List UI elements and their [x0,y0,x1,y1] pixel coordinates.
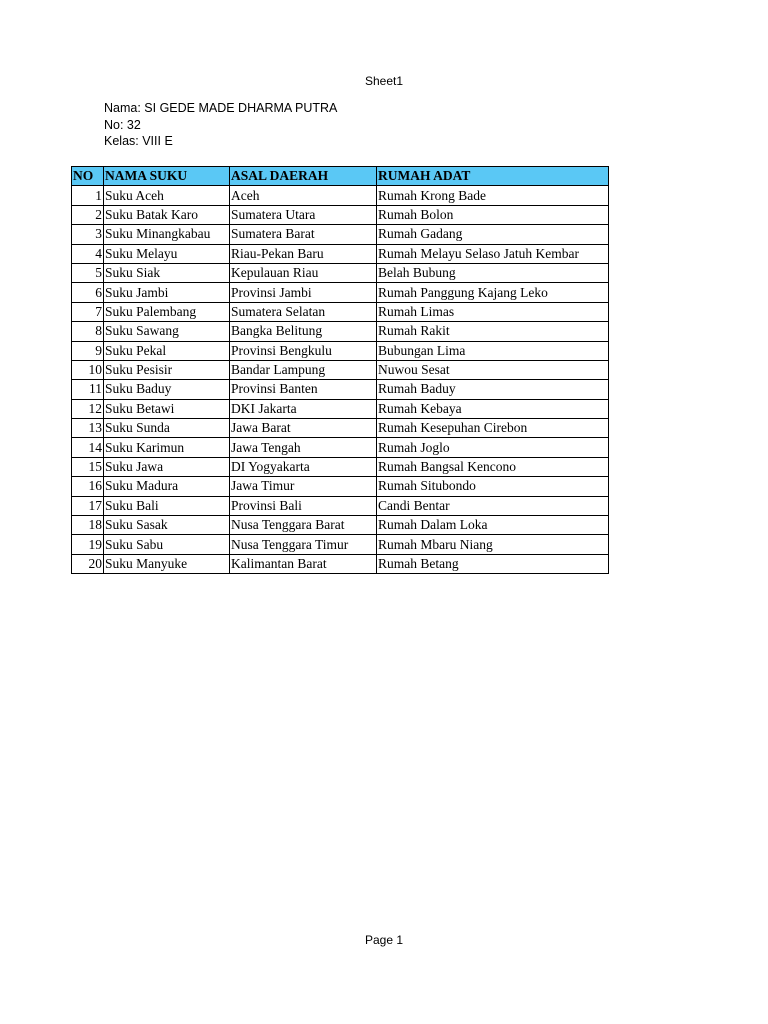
table-row [72,516,609,535]
student-class: Kelas: VIII E [104,134,173,148]
table-row [72,399,609,418]
cell-no: 6 [72,283,104,302]
cell-no: 20 [72,554,104,573]
cell-nama-suku: Suku Batak Karo [104,205,230,224]
cell-asal-daerah: Bangka Belitung [230,322,377,341]
cell-no: 1 [72,186,104,205]
cell-asal-daerah: Jawa Tengah [230,438,377,457]
table-row [72,244,609,263]
cell-asal-daerah: Bandar Lampung [230,360,377,379]
cell-no: 12 [72,399,104,418]
table-row [72,341,609,360]
cell-nama-suku: Suku Melayu [104,244,230,263]
cell-nama-suku: Suku Sabu [104,535,230,554]
cell-nama-suku: Suku Betawi [104,399,230,418]
cell-nama-suku: Suku Manyuke [104,554,230,573]
cell-rumah-adat: Rumah Rakit [377,322,609,341]
cell-nama-suku: Suku Palembang [104,302,230,321]
cell-asal-daerah: Nusa Tenggara Timur [230,535,377,554]
cell-nama-suku: Suku Bali [104,496,230,515]
table-row [72,496,609,515]
cell-rumah-adat: Rumah Bolon [377,205,609,224]
student-number: No: 32 [104,117,141,132]
student-info [104,100,337,150]
table-row [72,419,609,438]
cell-no: 5 [72,263,104,282]
cell-no: 3 [72,225,104,244]
cell-asal-daerah: Jawa Barat [230,419,377,438]
cell-rumah-adat: Belah Bubung [377,263,609,282]
header-rumah-adat: RUMAH ADAT [377,167,609,186]
cell-nama-suku: Suku Pesisir [104,360,230,379]
cell-rumah-adat: Rumah Limas [377,302,609,321]
cell-no: 4 [72,244,104,263]
cell-no: 9 [72,341,104,360]
cell-nama-suku: Suku Sasak [104,516,230,535]
cell-no: 13 [72,419,104,438]
table-row [72,380,609,399]
table-row [72,360,609,379]
header-asal-daerah: ASAL DAERAH [230,167,377,186]
cell-no: 11 [72,380,104,399]
cell-asal-daerah: Kepulauan Riau [230,263,377,282]
table-body [72,186,609,574]
cell-no: 14 [72,438,104,457]
cell-asal-daerah: Jawa Timur [230,477,377,496]
table-row [72,205,609,224]
cell-rumah-adat: Bubungan Lima [377,341,609,360]
cell-rumah-adat: Rumah Gadang [377,225,609,244]
cell-nama-suku: Suku Siak [104,263,230,282]
cell-rumah-adat: Rumah Bangsal Kencono [377,457,609,476]
cell-no: 16 [72,477,104,496]
cell-asal-daerah: Sumatera Selatan [230,302,377,321]
table-header-row [72,167,609,186]
cell-rumah-adat: Rumah Kebaya [377,399,609,418]
cell-asal-daerah: DI Yogyakarta [230,457,377,476]
cell-no: 7 [72,302,104,321]
cell-nama-suku: Suku Minangkabau [104,225,230,244]
student-name: Nama: SI GEDE MADE DHARMA PUTRA [104,101,338,115]
cell-rumah-adat: Nuwou Sesat [377,360,609,379]
cell-no: 10 [72,360,104,379]
cell-rumah-adat: Rumah Situbondo [377,477,609,496]
cell-asal-daerah: Provinsi Bali [230,496,377,515]
cell-nama-suku: Suku Jawa [104,457,230,476]
sheet-title: Sheet1 [364,74,404,88]
table-row [72,322,609,341]
cell-nama-suku: Suku Jambi [104,283,230,302]
table-row [72,225,609,244]
cell-nama-suku: Suku Sawang [104,322,230,341]
table-row [72,535,609,554]
cell-nama-suku: Suku Sunda [104,419,230,438]
cell-rumah-adat: Candi Bentar [377,496,609,515]
table-row [72,302,609,321]
cell-no: 17 [72,496,104,515]
cell-rumah-adat: Rumah Dalam Loka [377,516,609,535]
cell-asal-daerah: Nusa Tenggara Barat [230,516,377,535]
cell-nama-suku: Suku Karimun [104,438,230,457]
table-row [72,554,609,573]
table-row [72,477,609,496]
cell-rumah-adat: Rumah Kesepuhan Cirebon [377,419,609,438]
cell-asal-daerah: Aceh [230,186,377,205]
cell-nama-suku: Suku Baduy [104,380,230,399]
cell-no: 19 [72,535,104,554]
cell-rumah-adat: Rumah Joglo [377,438,609,457]
header-nama-suku: NAMA SUKU [104,167,230,186]
table-row [72,283,609,302]
cell-asal-daerah: Sumatera Barat [230,225,377,244]
cell-rumah-adat: Rumah Panggung Kajang Leko [377,283,609,302]
cell-no: 15 [72,457,104,476]
cell-asal-daerah: Kalimantan Barat [230,554,377,573]
cell-asal-daerah: Provinsi Banten [230,380,377,399]
cell-nama-suku: Suku Aceh [104,186,230,205]
cell-rumah-adat: Rumah Melayu Selaso Jatuh Kembar [377,244,609,263]
cell-rumah-adat: Rumah Mbaru Niang [377,535,609,554]
suku-table [71,166,609,574]
cell-no: 18 [72,516,104,535]
cell-rumah-adat: Rumah Krong Bade [377,186,609,205]
cell-nama-suku: Suku Madura [104,477,230,496]
cell-no: 8 [72,322,104,341]
cell-rumah-adat: Rumah Betang [377,554,609,573]
table-row [72,186,609,205]
cell-asal-daerah: Provinsi Bengkulu [230,341,377,360]
cell-asal-daerah: Provinsi Jambi [230,283,377,302]
cell-rumah-adat: Rumah Baduy [377,380,609,399]
table-row [72,263,609,282]
table-row [72,438,609,457]
cell-nama-suku: Suku Pekal [104,341,230,360]
table-row [72,457,609,476]
header-no: NO [72,167,104,186]
cell-asal-daerah: Sumatera Utara [230,205,377,224]
cell-no: 2 [72,205,104,224]
cell-asal-daerah: Riau-Pekan Baru [230,244,377,263]
page-number: Page 1 [364,933,404,947]
cell-asal-daerah: DKI Jakarta [230,399,377,418]
